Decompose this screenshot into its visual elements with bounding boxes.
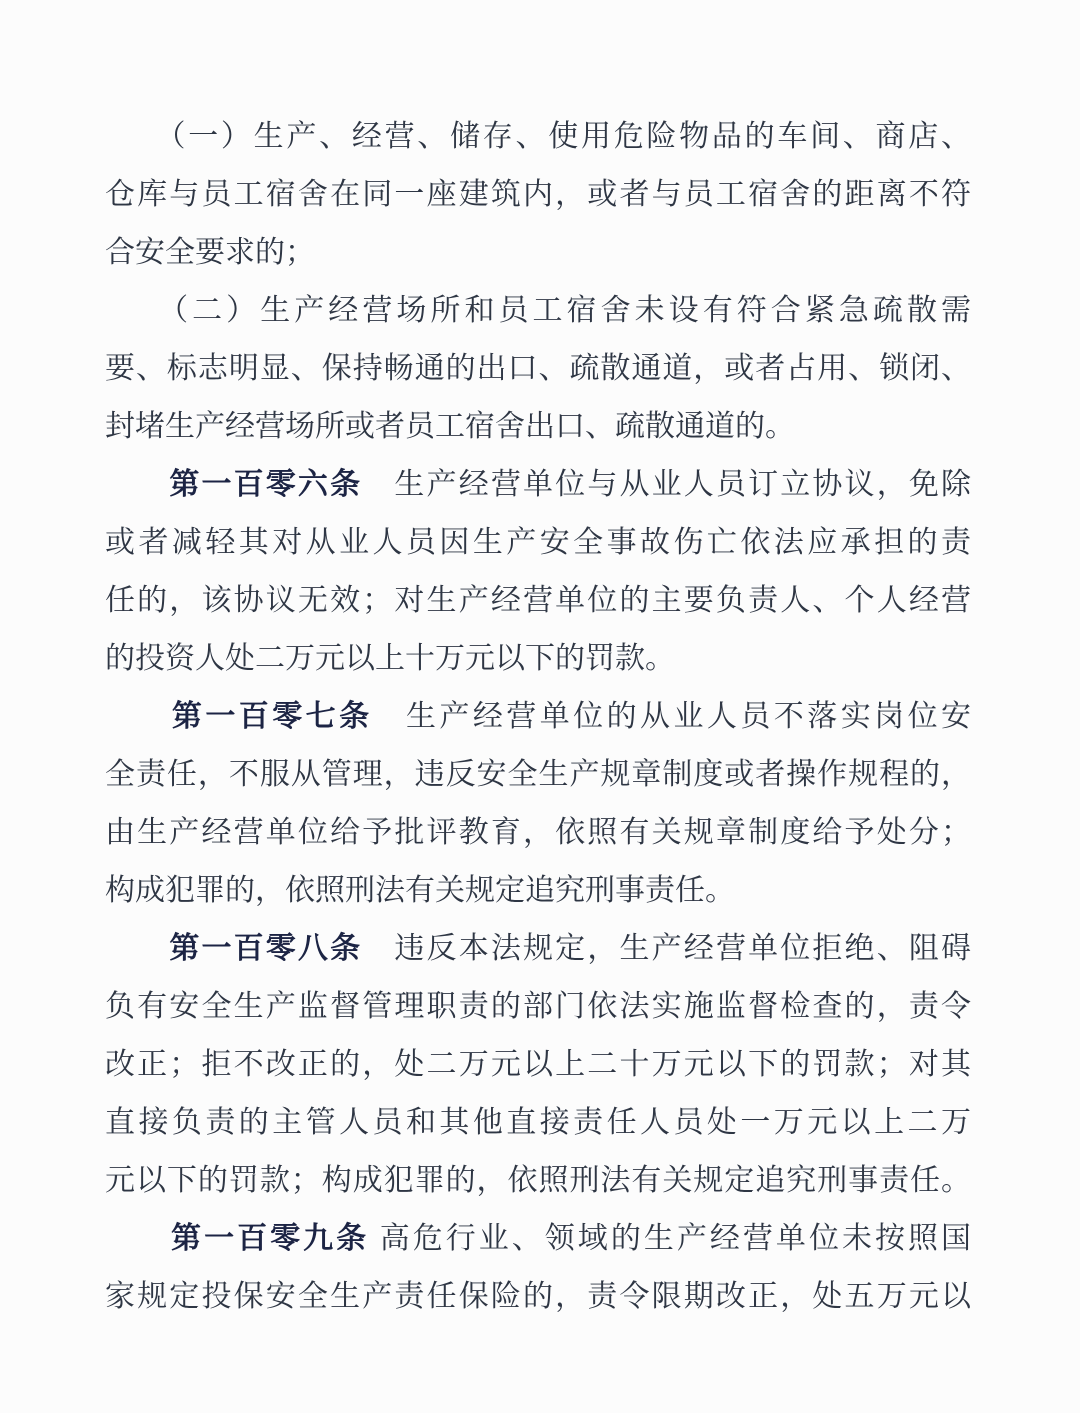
body-text-run: 合安全要求的；	[105, 236, 315, 269]
text-line	[105, 514, 971, 572]
text-line	[105, 862, 971, 920]
text-line	[105, 572, 971, 630]
body-text-run: 家规定投保安全生产责任保险的，责令限期改正，处五万元以	[105, 1280, 971, 1313]
text-line	[105, 1210, 971, 1268]
body-text-run	[105, 932, 169, 965]
text-line	[105, 688, 971, 746]
body-text-run: 由生产经营单位给予批评教育，依照有关规章制度给予处分；	[105, 816, 971, 849]
article-number: 第一百零七条	[171, 700, 373, 733]
text-line	[105, 978, 971, 1036]
body-text-run	[105, 468, 169, 501]
body-text-run: 构成犯罪的，依照刑法有关规定追究刑事责任。	[105, 874, 735, 907]
text-line	[105, 1036, 971, 1094]
body-text-run: （一）生产、经营、储存、使用危险物品的车间、商店、	[105, 120, 971, 153]
text-line	[105, 224, 971, 282]
text-line	[105, 398, 971, 456]
body-text-run: 生产经营单位与从业人员订立协议，免除	[362, 468, 971, 501]
body-text-run	[105, 700, 172, 733]
body-text-run: 违反本法规定，生产经营单位拒绝、阻碍	[362, 932, 971, 965]
body-text-run: 直接负责的主管人员和其他直接责任人员处一万元以上二万	[105, 1106, 971, 1139]
body-text-run: 负有安全生产监督管理职责的部门依法实施监督检查的，责令	[105, 990, 971, 1023]
body-text-run	[105, 1222, 171, 1255]
body-text-run: 或者减轻其对从业人员因生产安全事故伤亡依法应承担的责	[105, 526, 971, 559]
text-line	[105, 1268, 971, 1326]
text-line	[105, 166, 971, 224]
body-text-run: 生产经营单位的从业人员不落实岗位安	[372, 700, 971, 733]
text-line	[105, 340, 971, 398]
text-line	[105, 920, 971, 978]
body-text-run: 元以下的罚款；构成犯罪的，依照刑法有关规定追究刑事责任。	[105, 1164, 971, 1197]
body-text-run: 封堵生产经营场所或者员工宿舍出口、疏散通道的。	[105, 410, 795, 443]
article-number: 第一百零六条	[169, 468, 363, 501]
text-line	[105, 630, 971, 688]
text-line	[105, 456, 971, 514]
text-line	[105, 1152, 971, 1210]
article-number: 第一百零八条	[169, 932, 363, 965]
body-text-run: 任的，该协议无效；对生产经营单位的主要负责人、个人经营	[105, 584, 971, 617]
text-line	[105, 746, 971, 804]
body-text-run: 全责任，不服从管理，违反安全生产规章制度或者操作规程的，	[105, 758, 971, 791]
article-number: 第一百零九条	[171, 1222, 370, 1255]
body-text-run: 要、标志明显、保持畅通的出口、疏散通道，或者占用、锁闭、	[105, 352, 971, 385]
text-line	[105, 282, 971, 340]
text-line	[105, 804, 971, 862]
body-text-run: 改正；拒不改正的，处二万元以上二十万元以下的罚款；对其	[105, 1048, 971, 1081]
body-text-run: 仓库与员工宿舍在同一座建筑内，或者与员工宿舍的距离不符	[105, 178, 971, 211]
law-text-block	[105, 108, 971, 1326]
text-line	[105, 1094, 971, 1152]
body-text-run: 的投资人处二万元以上十万元以下的罚款。	[105, 642, 675, 675]
body-text-run: 高危行业、领域的生产经营单位未按照国	[369, 1222, 971, 1255]
text-line	[105, 108, 971, 166]
body-text-run: （二）生产经营场所和员工宿舍未设有符合紧急疏散需	[105, 294, 971, 327]
